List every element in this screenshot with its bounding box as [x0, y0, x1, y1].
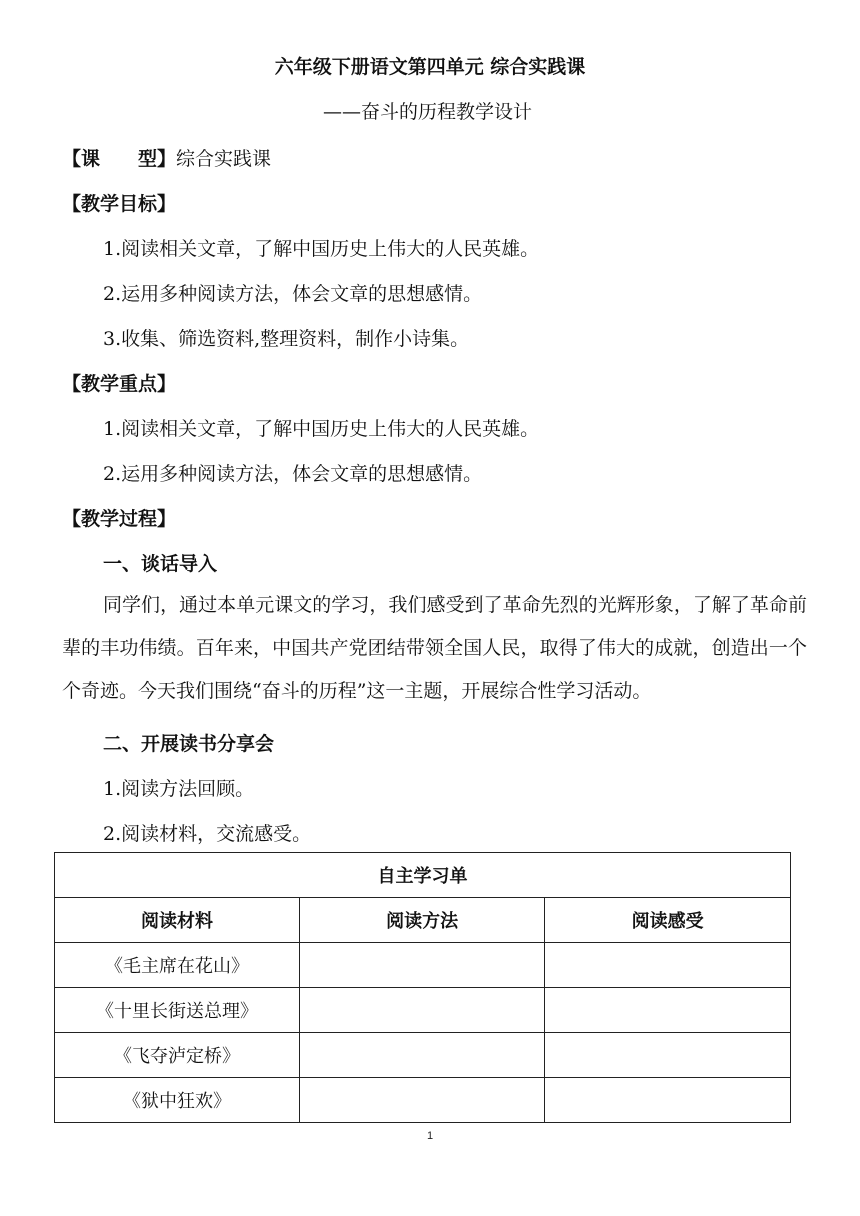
reading-method-cell	[300, 1033, 545, 1078]
lesson-type-row	[62, 144, 271, 171]
table-row	[55, 1033, 791, 1078]
section2-heading: 二、开展读书分享会	[103, 733, 275, 755]
reading-feeling-cell	[545, 943, 791, 988]
reading-material-cell: 《狱中狂欢》	[55, 1078, 300, 1123]
table-header-row	[55, 898, 791, 943]
table-caption: 自主学习单	[55, 853, 791, 898]
lesson-type-label: 【课 型】	[62, 148, 177, 170]
reading-material-cell: 《飞夺泸定桥》	[55, 1033, 300, 1078]
section1-heading: 一、谈话导入	[103, 553, 218, 575]
reading-method-cell	[300, 943, 545, 988]
table-row	[55, 1078, 791, 1123]
process-heading: 【教学过程】	[62, 508, 177, 530]
document-title: 六年级下册语文第四单元 综合实践课	[274, 56, 586, 78]
keypoints-heading: 【教学重点】	[62, 373, 177, 395]
objective-item: 3.收集、筛选资料,整理资料，制作小诗集。	[103, 328, 470, 350]
table-row	[55, 943, 791, 988]
lesson-type-value: 综合实践课	[176, 148, 272, 170]
study-sheet-table	[54, 852, 791, 1123]
reading-material-cell: 《十里长街送总理》	[55, 988, 300, 1033]
keypoint-item: 2.运用多种阅读方法，体会文章的思想感情。	[103, 463, 483, 485]
table-header-cell: 阅读材料	[55, 898, 300, 943]
reading-feeling-cell	[545, 1078, 791, 1123]
section1-paragraph: 同学们，通过本单元课文的学习，我们感受到了革命先烈的光辉形象，了解了革命前辈的丰功伟绩。百年来，中国共产党团结带领全国人民，取得了伟大的成就，创造出一个个奇迹。今天我们围绕“奋斗的历程”这一主题，开展综合性学习活动。	[62, 594, 807, 702]
table-row	[55, 988, 791, 1033]
section2-item: 2.阅读材料，交流感受。	[103, 823, 312, 845]
reading-material-cell: 《毛主席在花山》	[55, 943, 300, 988]
objective-item: 2.运用多种阅读方法，体会文章的思想感情。	[103, 283, 483, 305]
table-caption-row	[55, 853, 791, 898]
keypoint-item: 1.阅读相关文章，了解中国历史上伟大的人民英雄。	[103, 418, 540, 440]
table-header-cell: 阅读感受	[545, 898, 791, 943]
objectives-heading: 【教学目标】	[62, 193, 177, 215]
reading-method-cell	[300, 1078, 545, 1123]
section2-item: 1.阅读方法回顾。	[103, 778, 255, 800]
table-header-cell: 阅读方法	[300, 898, 545, 943]
page-number: 1	[426, 1130, 434, 1142]
objective-item: 1.阅读相关文章，了解中国历史上伟大的人民英雄。	[103, 238, 540, 260]
reading-feeling-cell	[545, 1033, 791, 1078]
document-subtitle: ——奋斗的历程教学设计	[323, 101, 533, 123]
reading-feeling-cell	[545, 988, 791, 1033]
reading-method-cell	[300, 988, 545, 1033]
